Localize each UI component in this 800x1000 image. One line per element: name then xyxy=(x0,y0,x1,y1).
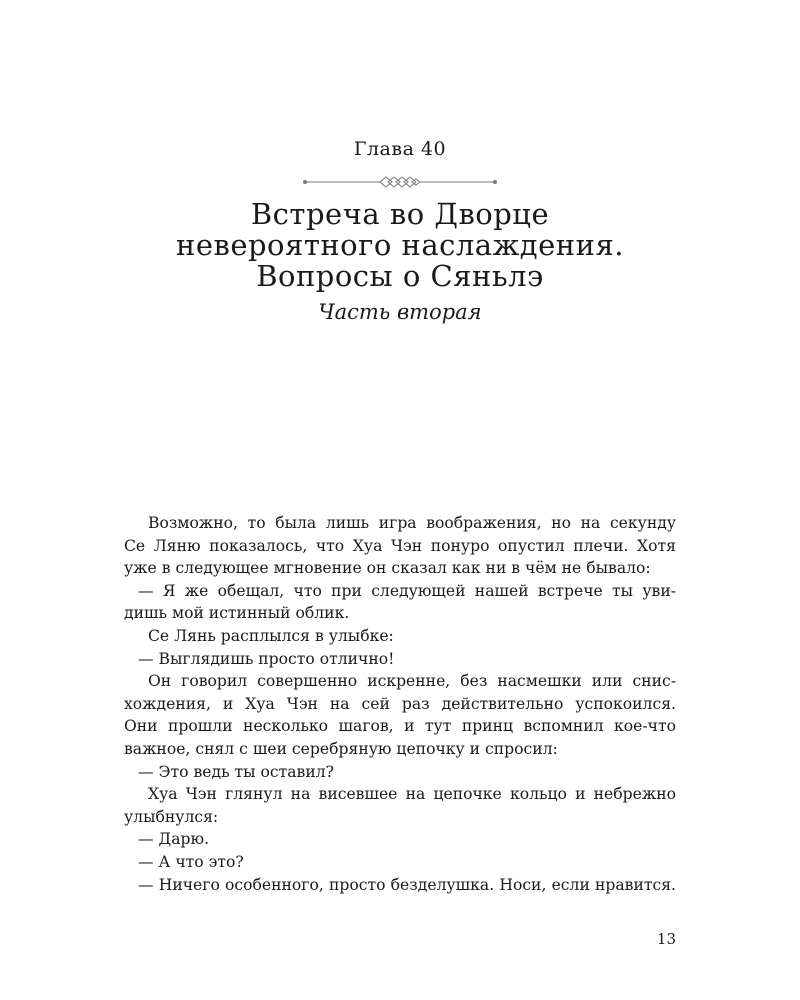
text-line: Они прошли несколько шагов, и тут принц вспомнил кое-что xyxy=(124,717,676,736)
text-line: — Выглядишь просто отлично! xyxy=(138,649,395,668)
chapter-title-line: Встреча во Дворце xyxy=(250,197,550,231)
chapter-title-line: невероятного наслаждения. xyxy=(176,228,624,262)
text-line: — Дарю. xyxy=(138,830,210,849)
text-line: Возможно, то была лишь игра воображения, но на секунду xyxy=(148,514,676,532)
chapter-title xyxy=(0,199,800,292)
text-line: — Я же обещал, что при следующей нашей встрече ты уви- xyxy=(138,581,676,600)
page-number: 13 xyxy=(656,930,676,948)
text-line: — А что это? xyxy=(138,852,244,871)
body-text xyxy=(124,512,676,896)
text-line: — Ничего особенного, просто безделушка. Носи, если нравится. xyxy=(138,875,676,894)
text-line: Он говорил совершенно искренне, без насмешки или снис- xyxy=(148,672,676,691)
text-line: улыбнулся: xyxy=(124,807,219,826)
text-line: уже в следующее мгновение он сказал как ни в чём не бывало: xyxy=(124,559,651,578)
chapter-label: Глава 40 xyxy=(353,138,447,160)
text-line: важное, снял с шеи серебряную цепочку и спросил: xyxy=(124,739,558,758)
text-line: Се Лянь расплылся в улыбке: xyxy=(148,626,394,645)
text-line: — Это ведь ты оставил? xyxy=(138,762,334,781)
ornament-divider-icon xyxy=(300,174,500,190)
text-line: Се Ляню показалось, что Хуа Чэн понуро опустил плечи. Хотя xyxy=(124,536,676,555)
chapter-title-line: Вопросы о Сяньлэ xyxy=(256,259,544,293)
text-line: Хуа Чэн глянул на висевшее на цепочке кольцо и небрежно xyxy=(148,785,676,804)
text-line: хождения, и Хуа Чэн на сей раз действительно успокоился. xyxy=(124,694,676,713)
text-line: дишь мой истинный облик. xyxy=(124,604,350,623)
chapter-subtitle: Часть вторая xyxy=(318,300,482,324)
